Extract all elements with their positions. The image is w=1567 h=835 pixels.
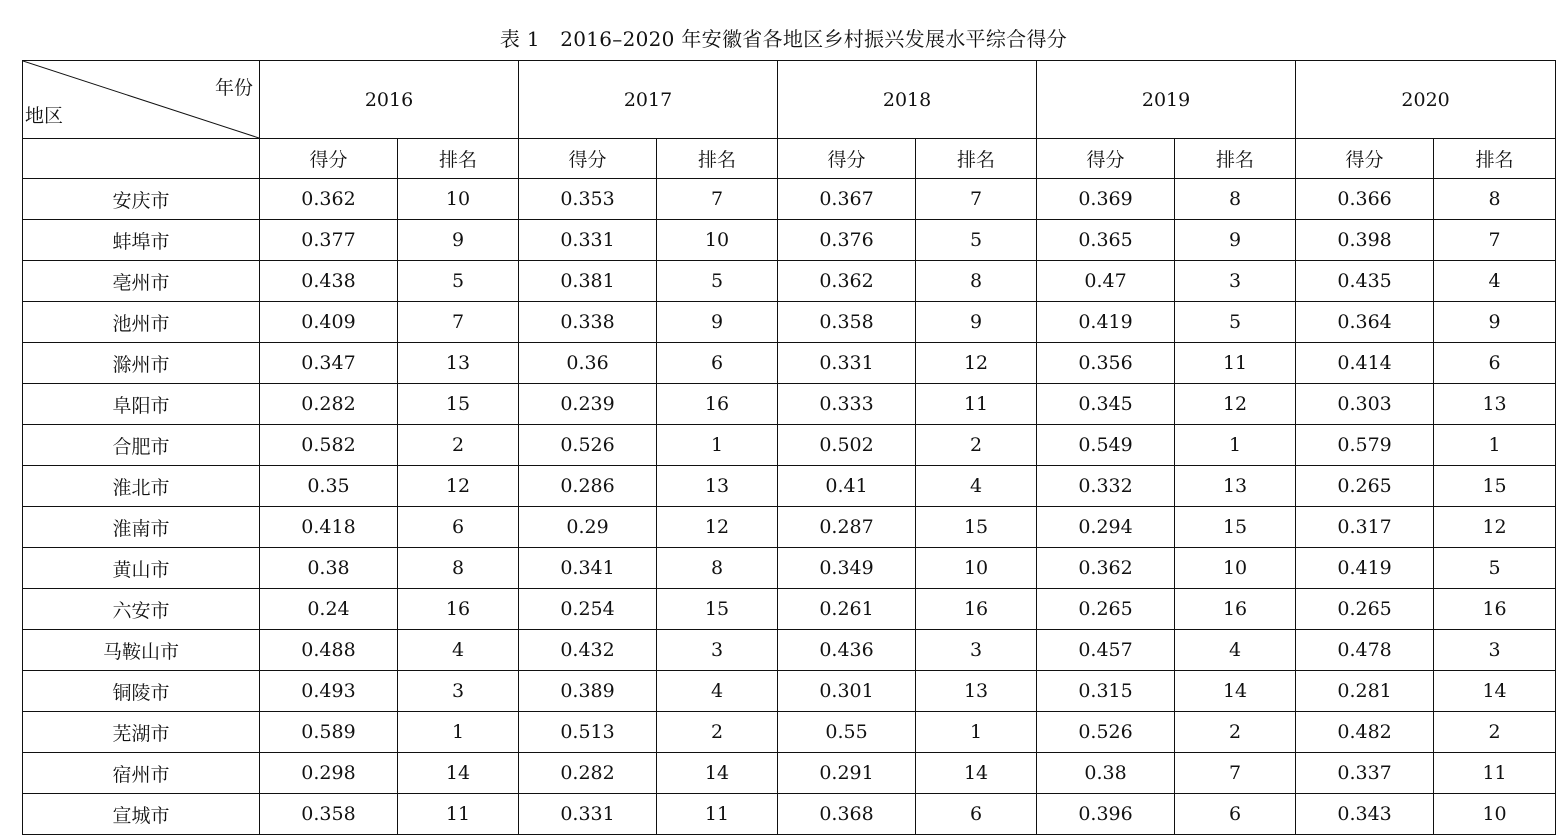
rank-cell: 3 bbox=[657, 630, 778, 671]
year-header-2020: 2020 bbox=[1296, 61, 1556, 139]
score-cell: 0.303 bbox=[1296, 384, 1434, 425]
score-cell: 0.265 bbox=[1296, 589, 1434, 630]
score-cell: 0.365 bbox=[1037, 220, 1175, 261]
score-cell: 0.38 bbox=[260, 548, 398, 589]
rank-cell: 4 bbox=[398, 630, 519, 671]
table-row bbox=[23, 220, 1556, 261]
year-header-2019: 2019 bbox=[1037, 61, 1296, 139]
score-cell: 0.286 bbox=[519, 466, 657, 507]
score-cell: 0.347 bbox=[260, 343, 398, 384]
score-cell: 0.435 bbox=[1296, 261, 1434, 302]
rank-cell: 5 bbox=[398, 261, 519, 302]
rank-cell: 2 bbox=[916, 425, 1037, 466]
rank-cell: 7 bbox=[398, 302, 519, 343]
rank-cell: 1 bbox=[398, 712, 519, 753]
score-cell: 0.265 bbox=[1037, 589, 1175, 630]
score-cell: 0.349 bbox=[778, 548, 916, 589]
score-header: 得分 bbox=[1037, 139, 1175, 179]
score-cell: 0.396 bbox=[1037, 794, 1175, 835]
rank-cell: 1 bbox=[1434, 425, 1556, 466]
subheader-empty-cell bbox=[23, 139, 260, 179]
region-cell: 滁州市 bbox=[23, 343, 260, 384]
table-row bbox=[23, 548, 1556, 589]
score-cell: 0.418 bbox=[260, 507, 398, 548]
score-cell: 0.254 bbox=[519, 589, 657, 630]
score-cell: 0.419 bbox=[1037, 302, 1175, 343]
score-cell: 0.358 bbox=[778, 302, 916, 343]
score-cell: 0.582 bbox=[260, 425, 398, 466]
rank-cell: 1 bbox=[1175, 425, 1296, 466]
score-cell: 0.287 bbox=[778, 507, 916, 548]
rank-cell: 9 bbox=[398, 220, 519, 261]
score-header: 得分 bbox=[778, 139, 916, 179]
rank-cell: 14 bbox=[916, 753, 1037, 794]
rank-cell: 15 bbox=[1434, 466, 1556, 507]
score-cell: 0.353 bbox=[519, 179, 657, 220]
score-cell: 0.331 bbox=[519, 794, 657, 835]
rank-cell: 16 bbox=[657, 384, 778, 425]
rank-cell: 12 bbox=[398, 466, 519, 507]
score-cell: 0.362 bbox=[778, 261, 916, 302]
rank-cell: 11 bbox=[1175, 343, 1296, 384]
scores-table bbox=[22, 60, 1556, 835]
score-cell: 0.337 bbox=[1296, 753, 1434, 794]
score-cell: 0.579 bbox=[1296, 425, 1434, 466]
table-row bbox=[23, 384, 1556, 425]
score-cell: 0.478 bbox=[1296, 630, 1434, 671]
score-cell: 0.261 bbox=[778, 589, 916, 630]
score-cell: 0.332 bbox=[1037, 466, 1175, 507]
rank-cell: 8 bbox=[657, 548, 778, 589]
rank-cell: 12 bbox=[1175, 384, 1296, 425]
rank-cell: 5 bbox=[1434, 548, 1556, 589]
score-cell: 0.414 bbox=[1296, 343, 1434, 384]
table-row bbox=[23, 261, 1556, 302]
region-cell: 黄山市 bbox=[23, 548, 260, 589]
rank-cell: 4 bbox=[1434, 261, 1556, 302]
table-row bbox=[23, 630, 1556, 671]
score-header: 得分 bbox=[519, 139, 657, 179]
rank-cell: 3 bbox=[1434, 630, 1556, 671]
rank-cell: 9 bbox=[1434, 302, 1556, 343]
score-cell: 0.432 bbox=[519, 630, 657, 671]
score-cell: 0.589 bbox=[260, 712, 398, 753]
score-cell: 0.331 bbox=[519, 220, 657, 261]
rank-cell: 11 bbox=[1434, 753, 1556, 794]
region-cell: 芜湖市 bbox=[23, 712, 260, 753]
score-cell: 0.398 bbox=[1296, 220, 1434, 261]
score-cell: 0.364 bbox=[1296, 302, 1434, 343]
rank-cell: 14 bbox=[398, 753, 519, 794]
rank-cell: 4 bbox=[657, 671, 778, 712]
region-cell: 淮北市 bbox=[23, 466, 260, 507]
score-cell: 0.36 bbox=[519, 343, 657, 384]
rank-cell: 7 bbox=[1175, 753, 1296, 794]
score-cell: 0.389 bbox=[519, 671, 657, 712]
year-header-2018: 2018 bbox=[778, 61, 1037, 139]
score-cell: 0.317 bbox=[1296, 507, 1434, 548]
region-cell: 阜阳市 bbox=[23, 384, 260, 425]
rank-cell: 6 bbox=[1175, 794, 1296, 835]
rank-cell: 12 bbox=[916, 343, 1037, 384]
score-header: 得分 bbox=[1296, 139, 1434, 179]
region-cell: 池州市 bbox=[23, 302, 260, 343]
rank-cell: 7 bbox=[1434, 220, 1556, 261]
rank-header: 排名 bbox=[657, 139, 778, 179]
score-cell: 0.367 bbox=[778, 179, 916, 220]
rank-cell: 7 bbox=[916, 179, 1037, 220]
rank-header: 排名 bbox=[1434, 139, 1556, 179]
score-cell: 0.29 bbox=[519, 507, 657, 548]
corner-region-label: 地区 bbox=[25, 105, 64, 127]
rank-cell: 8 bbox=[398, 548, 519, 589]
score-cell: 0.366 bbox=[1296, 179, 1434, 220]
region-cell: 宿州市 bbox=[23, 753, 260, 794]
rank-cell: 16 bbox=[916, 589, 1037, 630]
score-cell: 0.526 bbox=[519, 425, 657, 466]
score-cell: 0.457 bbox=[1037, 630, 1175, 671]
rank-cell: 13 bbox=[398, 343, 519, 384]
score-cell: 0.482 bbox=[1296, 712, 1434, 753]
year-header-2016: 2016 bbox=[260, 61, 519, 139]
score-cell: 0.369 bbox=[1037, 179, 1175, 220]
score-cell: 0.526 bbox=[1037, 712, 1175, 753]
rank-cell: 5 bbox=[657, 261, 778, 302]
rank-cell: 10 bbox=[1434, 794, 1556, 835]
rank-cell: 13 bbox=[657, 466, 778, 507]
rank-cell: 2 bbox=[398, 425, 519, 466]
rank-header: 排名 bbox=[398, 139, 519, 179]
score-cell: 0.291 bbox=[778, 753, 916, 794]
table-row bbox=[23, 712, 1556, 753]
rank-cell: 13 bbox=[1175, 466, 1296, 507]
score-cell: 0.362 bbox=[1037, 548, 1175, 589]
rank-cell: 12 bbox=[1434, 507, 1556, 548]
rank-header: 排名 bbox=[916, 139, 1037, 179]
rank-cell: 11 bbox=[916, 384, 1037, 425]
table-caption: 表 1 2016–2020 年安徽省各地区乡村振兴发展水平综合得分 bbox=[499, 27, 1068, 51]
rank-cell: 15 bbox=[398, 384, 519, 425]
rank-cell: 3 bbox=[398, 671, 519, 712]
rank-cell: 9 bbox=[657, 302, 778, 343]
rank-cell: 6 bbox=[1434, 343, 1556, 384]
score-cell: 0.409 bbox=[260, 302, 398, 343]
score-cell: 0.381 bbox=[519, 261, 657, 302]
corner-year-label: 年份 bbox=[214, 77, 253, 99]
rank-header: 排名 bbox=[1175, 139, 1296, 179]
table-row bbox=[23, 302, 1556, 343]
rank-cell: 10 bbox=[916, 548, 1037, 589]
table-row bbox=[23, 179, 1556, 220]
score-cell: 0.436 bbox=[778, 630, 916, 671]
rank-cell: 4 bbox=[916, 466, 1037, 507]
rank-cell: 16 bbox=[1434, 589, 1556, 630]
rank-cell: 6 bbox=[916, 794, 1037, 835]
score-header: 得分 bbox=[260, 139, 398, 179]
rank-cell: 14 bbox=[657, 753, 778, 794]
region-cell: 蚌埠市 bbox=[23, 220, 260, 261]
region-cell: 铜陵市 bbox=[23, 671, 260, 712]
rank-cell: 8 bbox=[916, 261, 1037, 302]
table-row bbox=[23, 507, 1556, 548]
rank-cell: 6 bbox=[398, 507, 519, 548]
rank-cell: 15 bbox=[1175, 507, 1296, 548]
region-cell: 亳州市 bbox=[23, 261, 260, 302]
score-cell: 0.338 bbox=[519, 302, 657, 343]
rank-cell: 2 bbox=[657, 712, 778, 753]
rank-cell: 7 bbox=[657, 179, 778, 220]
score-cell: 0.362 bbox=[260, 179, 398, 220]
score-cell: 0.35 bbox=[260, 466, 398, 507]
rank-cell: 10 bbox=[657, 220, 778, 261]
table-row bbox=[23, 343, 1556, 384]
score-cell: 0.294 bbox=[1037, 507, 1175, 548]
score-cell: 0.24 bbox=[260, 589, 398, 630]
rank-cell: 3 bbox=[1175, 261, 1296, 302]
rank-cell: 8 bbox=[1434, 179, 1556, 220]
score-cell: 0.41 bbox=[778, 466, 916, 507]
table-row bbox=[23, 425, 1556, 466]
rank-cell: 13 bbox=[1434, 384, 1556, 425]
rank-cell: 9 bbox=[1175, 220, 1296, 261]
rank-cell: 6 bbox=[657, 343, 778, 384]
score-cell: 0.239 bbox=[519, 384, 657, 425]
score-cell: 0.301 bbox=[778, 671, 916, 712]
rank-cell: 16 bbox=[1175, 589, 1296, 630]
score-cell: 0.282 bbox=[260, 384, 398, 425]
rank-cell: 14 bbox=[1175, 671, 1296, 712]
score-cell: 0.368 bbox=[778, 794, 916, 835]
score-cell: 0.47 bbox=[1037, 261, 1175, 302]
region-cell: 六安市 bbox=[23, 589, 260, 630]
corner-header-cell bbox=[23, 61, 260, 139]
year-header-2017: 2017 bbox=[519, 61, 778, 139]
region-cell: 宣城市 bbox=[23, 794, 260, 835]
table-row bbox=[23, 753, 1556, 794]
score-cell: 0.281 bbox=[1296, 671, 1434, 712]
rank-cell: 10 bbox=[398, 179, 519, 220]
rank-cell: 2 bbox=[1175, 712, 1296, 753]
region-cell: 合肥市 bbox=[23, 425, 260, 466]
score-cell: 0.358 bbox=[260, 794, 398, 835]
rank-cell: 11 bbox=[398, 794, 519, 835]
score-cell: 0.55 bbox=[778, 712, 916, 753]
rank-cell: 16 bbox=[398, 589, 519, 630]
region-cell: 马鞍山市 bbox=[23, 630, 260, 671]
score-cell: 0.345 bbox=[1037, 384, 1175, 425]
score-cell: 0.513 bbox=[519, 712, 657, 753]
score-cell: 0.265 bbox=[1296, 466, 1434, 507]
rank-cell: 4 bbox=[1175, 630, 1296, 671]
year-header-row bbox=[23, 61, 1556, 139]
score-cell: 0.438 bbox=[260, 261, 398, 302]
score-cell: 0.282 bbox=[519, 753, 657, 794]
score-cell: 0.356 bbox=[1037, 343, 1175, 384]
rank-cell: 1 bbox=[657, 425, 778, 466]
score-cell: 0.419 bbox=[1296, 548, 1434, 589]
score-cell: 0.377 bbox=[260, 220, 398, 261]
rank-cell: 13 bbox=[916, 671, 1037, 712]
rank-cell: 15 bbox=[916, 507, 1037, 548]
score-cell: 0.298 bbox=[260, 753, 398, 794]
rank-cell: 1 bbox=[916, 712, 1037, 753]
region-cell: 淮南市 bbox=[23, 507, 260, 548]
rank-cell: 10 bbox=[1175, 548, 1296, 589]
table-row bbox=[23, 466, 1556, 507]
subheader-row bbox=[23, 139, 1556, 179]
rank-cell: 15 bbox=[657, 589, 778, 630]
score-cell: 0.341 bbox=[519, 548, 657, 589]
rank-cell: 12 bbox=[657, 507, 778, 548]
score-cell: 0.549 bbox=[1037, 425, 1175, 466]
rank-cell: 5 bbox=[1175, 302, 1296, 343]
table-row bbox=[23, 671, 1556, 712]
score-cell: 0.38 bbox=[1037, 753, 1175, 794]
rank-cell: 9 bbox=[916, 302, 1037, 343]
rank-cell: 3 bbox=[916, 630, 1037, 671]
rank-cell: 5 bbox=[916, 220, 1037, 261]
score-cell: 0.331 bbox=[778, 343, 916, 384]
score-cell: 0.502 bbox=[778, 425, 916, 466]
rank-cell: 8 bbox=[1175, 179, 1296, 220]
score-cell: 0.333 bbox=[778, 384, 916, 425]
rank-cell: 14 bbox=[1434, 671, 1556, 712]
region-cell: 安庆市 bbox=[23, 179, 260, 220]
score-cell: 0.376 bbox=[778, 220, 916, 261]
score-cell: 0.315 bbox=[1037, 671, 1175, 712]
table-row bbox=[23, 589, 1556, 630]
score-cell: 0.493 bbox=[260, 671, 398, 712]
rank-cell: 11 bbox=[657, 794, 778, 835]
rank-cell: 2 bbox=[1434, 712, 1556, 753]
score-cell: 0.343 bbox=[1296, 794, 1434, 835]
table-row bbox=[23, 794, 1556, 835]
score-cell: 0.488 bbox=[260, 630, 398, 671]
